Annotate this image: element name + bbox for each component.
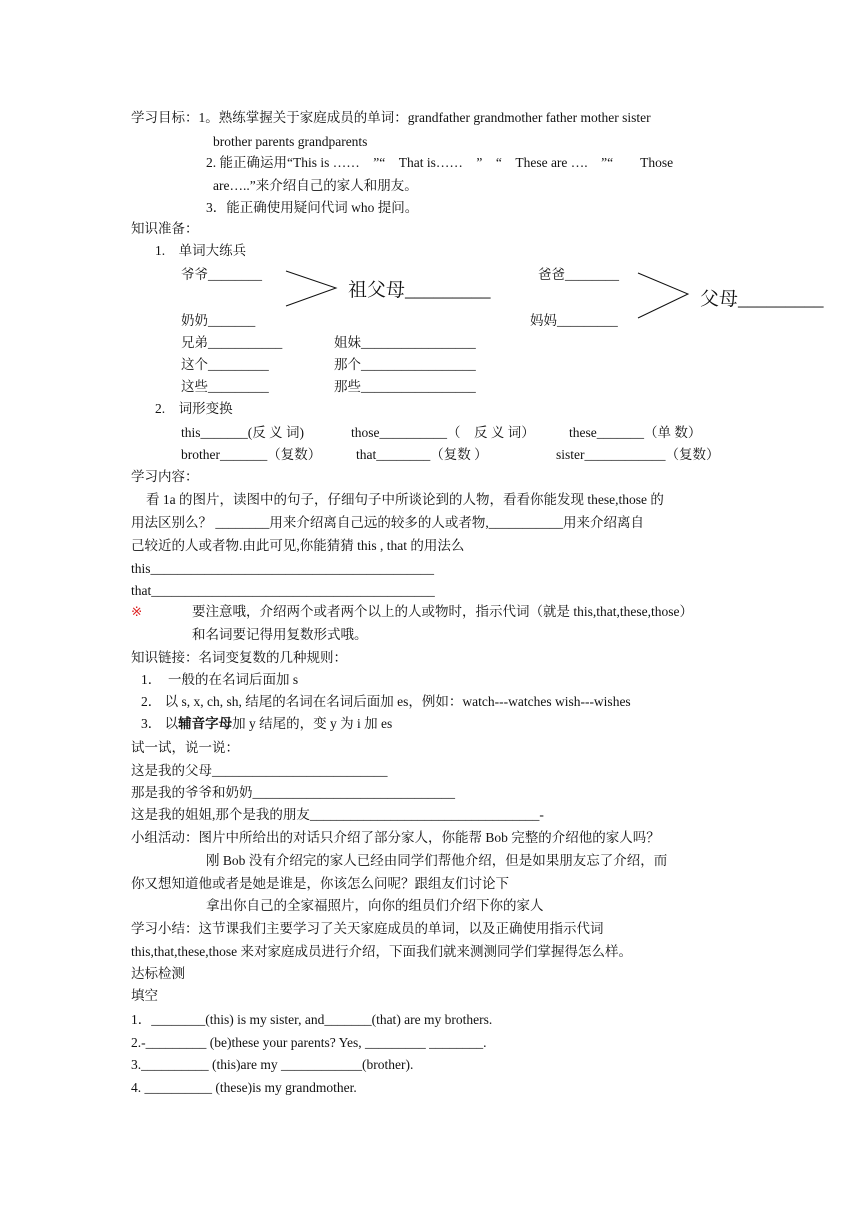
- prep-section-2: 2. 词形变换: [155, 401, 233, 416]
- prep-section-1: 1. 单词大练兵: [155, 243, 247, 258]
- rule-3-suffix: 加 y 结尾的，变 y 为 i 加 es: [232, 716, 393, 731]
- transform-this: this_______(反 义 词): [181, 425, 304, 440]
- word-grandma: 奶奶_______: [181, 313, 256, 328]
- content-para-2: 用法区别么？ ________用来介绍离自己远的较多的人或者物,___________用来介绍离自: [131, 515, 644, 530]
- bracket-parents: [638, 272, 690, 320]
- note-line-1: 要注意哦，介绍两个或者两个以上的人或物时，指示代词（就是 this,that,these,those）: [192, 604, 693, 619]
- test-item-1: 1．________(this) is my sister, and_______(that) are my brothers.: [131, 1012, 493, 1027]
- content-para-3: 己较近的人或者物.由此可见,你能猜猜 this , that 的用法么: [131, 538, 465, 553]
- group-line-4: 拿出你自己的全家福照片，向你的组员们介绍下你的家人: [206, 898, 544, 913]
- transform-brother: brother_______（复数）: [181, 447, 322, 462]
- word-this: 这个_________: [181, 357, 269, 372]
- word-that: 那个_________________: [334, 357, 476, 372]
- goals-line-4: are…..”来介绍自己的家人和朋友。: [213, 178, 418, 193]
- test-item-2: 2.-_________ (be)these your parents? Yes, _________ ________.: [131, 1035, 487, 1050]
- group-line-3: 你又想知道他或者是她是谁是，你该怎么问呢？跟组友们讨论下: [131, 876, 509, 891]
- transform-that: that________（复数 ）: [356, 447, 488, 462]
- goals-line-1: 学习目标：1。熟练掌握关于家庭成员的单词：grandfather grandmother father mother sister: [131, 110, 651, 125]
- word-brother: 兄弟___________: [181, 335, 283, 350]
- word-those: 那些_________________: [334, 379, 476, 394]
- word-grandparents: 祖父母_________: [348, 280, 491, 301]
- word-mom: 妈妈_________: [530, 313, 618, 328]
- rule-3: [141, 715, 392, 733]
- word-parents: 父母_________: [700, 289, 824, 310]
- goals-line-2: brother parents grandparents: [213, 134, 368, 149]
- try-heading: 试一试，说一说：: [131, 740, 239, 755]
- content-heading: 学习内容：: [131, 469, 199, 484]
- rule-3-bold: 辅音字母: [178, 716, 233, 731]
- this-usage-line: this__________________________________________: [131, 561, 435, 576]
- note-line-2: 和名词要记得用复数形式哦。: [192, 627, 368, 642]
- that-usage-line: that__________________________________________: [131, 583, 435, 598]
- test-heading: 达标检测: [131, 966, 185, 981]
- transform-sister: sister____________（复数）: [556, 447, 720, 462]
- try-question-1: 这是我的父母__________________________: [131, 763, 388, 778]
- note-mark: ※: [131, 604, 143, 619]
- bracket-grandparents: [286, 270, 338, 308]
- content-para-1: 看 1a 的图片，读图中的句子，仔细句子中所谈论到的人物，看看你能发现 these,those 的: [146, 492, 664, 507]
- rule-1: 1． 一般的在名词后面加 s: [141, 672, 299, 687]
- try-question-3: 这是我的姐姐,那个是我的朋友__________________________________-: [131, 807, 544, 822]
- link-heading: 知识链接：名词变复数的几种规则：: [131, 650, 347, 665]
- transform-those: those__________（ 反 义 词）: [351, 425, 535, 440]
- group-line-1: 小组活动：图片中所给出的对话只介绍了部分家人，你能帮 Bob 完整的介绍他的家人吗？: [131, 830, 660, 845]
- rule-2: 2． 以 s, x, ch, sh, 结尾的名词在名词后面加 es，例如：watch---watches wish---wishes: [141, 694, 631, 709]
- test-subheading: 填空: [131, 988, 158, 1003]
- prep-heading: 知识准备：: [131, 221, 199, 236]
- summary-line-2: this,that,these,those 来对家庭成员进行介绍，下面我们就来测测同学们掌握得怎么样。: [131, 944, 632, 959]
- test-item-3: 3.__________ (this)are my ____________(brother).: [131, 1057, 414, 1072]
- word-sister: 姐妹_________________: [334, 335, 476, 350]
- goals-line-3: 2. 能正确运用“This is …… ”“ That is…… ” “ These are …. ”“ Those: [206, 155, 674, 170]
- rule-3-prefix: 3． 以: [141, 716, 179, 731]
- summary-line-1: 学习小结：这节课我们主要学习了关天家庭成员的单词，以及正确使用指示代词: [131, 921, 604, 936]
- goals-line-5: 3．能正确使用疑问代词 who 提问。: [206, 200, 419, 215]
- transform-these: these_______（单 数）: [569, 425, 702, 440]
- word-these: 这些_________: [181, 379, 269, 394]
- try-question-2: 那是我的爷爷和奶奶______________________________: [131, 785, 455, 800]
- test-item-4: 4. __________ (these)is my grandmother.: [131, 1080, 357, 1095]
- word-dad: 爸爸________: [538, 267, 619, 282]
- group-line-2: 刚 Bob 没有介绍完的家人已经由同学们帮他介绍，但是如果朋友忘了介绍，而: [206, 853, 668, 868]
- word-grandpa: 爷爷________: [181, 267, 262, 282]
